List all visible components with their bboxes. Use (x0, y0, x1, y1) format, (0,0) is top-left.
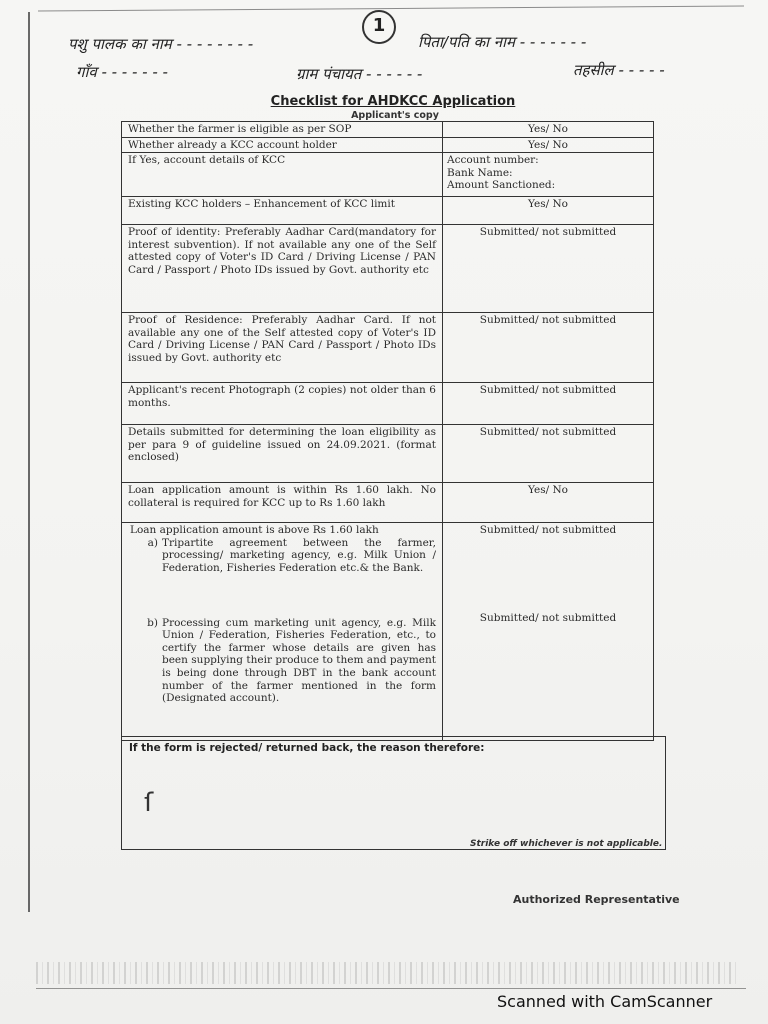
question-cell: Whether the farmer is eligible as per SOP (122, 122, 443, 138)
handwritten-tehsil: तहसील - - - - - (573, 61, 665, 79)
strike-off-note: Strike off whichever is not applicable. (470, 839, 663, 849)
question-cell: Existing KCC holders – Enhancement of KCC limit (122, 197, 443, 225)
rejection-reason-label: If the form is rejected/ returned back, the reason therefore: (129, 742, 485, 754)
handwritten-mark: ſ (144, 788, 154, 818)
collateral-question-cell (122, 523, 443, 611)
item-b-text: Processing cum marketing unit agency, e.g. Milk Union / Federation, Fisheries Federation, etc., to certify the farmer whose details are given has been supplying their produce to them and payment is being done through DBT in the bank account number of the farmer mentioned in the form (Designated account). (162, 616, 436, 705)
table-row (122, 225, 654, 313)
handwritten-gram-panchayat: ग्राम पंचायत - - - - - - (296, 65, 423, 83)
question-cell: Loan application amount is within Rs 1.60 lakh. No collateral is required for KCC up to Rs 1.60 lakh (122, 483, 443, 523)
table-row (122, 313, 654, 383)
collateral-item-b (130, 617, 436, 705)
answer-cell: Submitted/ not submitted (443, 225, 654, 313)
collateral-item-b-cell (122, 611, 443, 741)
collateral-item-a (130, 537, 436, 575)
table-row (122, 197, 654, 225)
question-cell: Proof of Residence: Preferably Aadhar Card. If not available any one of the Self attested copy of Voter's ID Card / Driving License / PAN Card / Passport / Photo IDs issued by Govt. authority etc (122, 313, 443, 383)
page-bottom-edge (36, 988, 746, 989)
bank-name-label: Bank Name: (447, 166, 513, 179)
table-row (122, 523, 654, 611)
authorized-representative-label: Authorized Representative (513, 893, 680, 906)
item-a-label: a) (147, 536, 158, 549)
form-title: Checklist for AHDKCC Application (270, 94, 516, 109)
amount-sanctioned-label: Amount Sanctioned: (447, 179, 556, 192)
answer-cell: Yes/ No (443, 197, 654, 225)
question-cell: Proof of identity: Preferably Aadhar Card(mandatory for interest subvention). If not available any one of the Self attested copy of Voter's ID Card / Driving License / PAN Card / Passport / Photo IDs issued by Govt. authority etc (122, 225, 443, 313)
table-row (122, 611, 654, 741)
answer-cell: Yes/ No (443, 483, 654, 523)
account-details-cell (443, 153, 654, 197)
table-row (122, 483, 654, 523)
handwritten-village: गाँव - - - - - - - (76, 63, 168, 81)
answer-cell: Yes/ No (443, 122, 654, 138)
answer-cell: Yes/ No (443, 137, 654, 153)
account-number-label: Account number: (447, 154, 539, 167)
handwritten-livestock-owner-name: पशु पालक का नाम - - - - - - - - (68, 35, 254, 53)
camscanner-watermark: Scanned with CamScanner (497, 992, 713, 1011)
table-row (122, 137, 654, 153)
question-cell: Details submitted for determining the loan eligibility as per para 9 of guideline issued on 24.09.2021. (format enclosed) (122, 425, 443, 483)
form-subtitle: Applicant's copy (351, 110, 439, 121)
answer-cell: Submitted/ not submitted (443, 425, 654, 483)
item-a-text: Tripartite agreement between the farmer, processing/ marketing agency, e.g. Milk Union / Federation, Fisheries Federation etc.& the Bank. (162, 536, 436, 574)
page-number-circle: 1 (362, 10, 396, 44)
scan-noise-strip (36, 962, 736, 984)
handwritten-father-husband-name: पिता/पति का नाम - - - - - - - (418, 33, 587, 51)
answer-cell: Submitted/ not submitted (443, 383, 654, 425)
item-b-answer-cell: Submitted/ not submitted (443, 611, 654, 741)
table-row (122, 153, 654, 197)
table-row (122, 122, 654, 138)
answer-cell: Submitted/ not submitted (443, 313, 654, 383)
table-row (122, 425, 654, 483)
table-row (122, 383, 654, 425)
page-edge-left (28, 12, 30, 912)
question-cell: Whether already a KCC account holder (122, 137, 443, 153)
item-a-answer-cell: Submitted/ not submitted (443, 523, 654, 611)
item-b-label: b) (147, 616, 158, 629)
question-cell: Applicant's recent Photograph (2 copies) not older than 6 months. (122, 383, 443, 425)
question-cell: If Yes, account details of KCC (122, 153, 443, 197)
checklist-table (121, 121, 654, 741)
collateral-intro: Loan application amount is above Rs 1.60 lakh (130, 524, 379, 537)
